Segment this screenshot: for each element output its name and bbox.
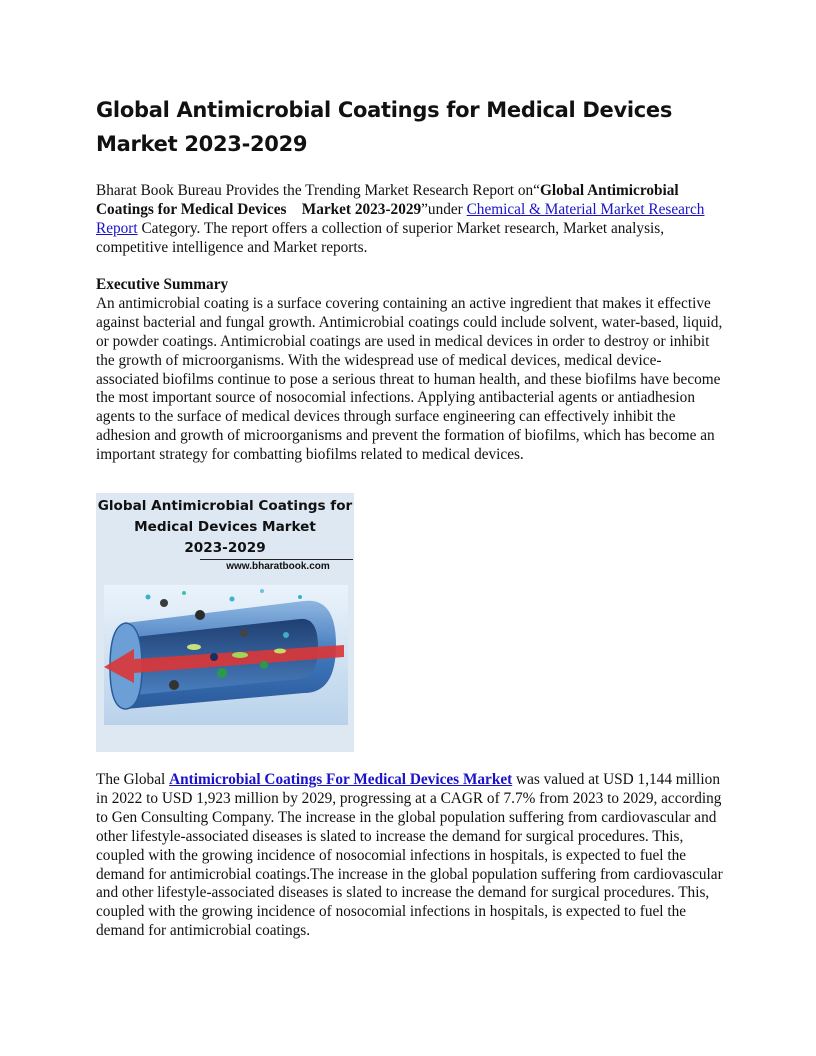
category-link[interactable]: Chemical & Material Market Research Report xyxy=(96,200,705,237)
figure-title-line-3: 2023-2029 xyxy=(184,540,266,556)
report-cover-image xyxy=(96,493,354,752)
figure-title-line-2: Medical Devices Market xyxy=(134,519,316,535)
executive-summary-body: An antimicrobial coating is a surface covering containing an active ingredient that makes it effective against bacterial and fungal growth. Antimicrobial coatings could include solvent, water-based, liquid, or powder coatings. Antimicrobial coatings are used in medical devices in order to destroy or inhibit the growth of microorganisms. With the widespread use of medical devices, medical device-associated biofilms continue to pose a serious threat to human health, and these biofilms have become the most important source of nosocomial infections. Applying antibacterial agents or antiadhesion agents to the surface of medical devices through surface engineering can effectively inhibit the adhesion and growth of microorganisms and prevent the formation of biofilms, which has become an important strategy for combatting biofilms related to medical devices. xyxy=(96,294,723,464)
figure-title xyxy=(96,496,354,559)
market-paragraph xyxy=(96,771,724,941)
intro-paragraph xyxy=(96,182,724,258)
executive-summary-section xyxy=(96,276,724,465)
intro-suffix: Category. The report offers a collection of superior Market research, Market analysis, competitive intelligence and Market reports. xyxy=(96,219,665,256)
market-body: was valued at USD 1,144 million in 2022 to USD 1,923 million by 2029, progressing at a CAGR of 7.7% from 2023 to 2029, according to Gen Consulting Company. The increase in the global population suffering from cardiovascular and other lifestyle-associated diseases is slated to increase the demand for surgical procedures. This, coupled with the growing incidence of nosocomial infections in hospitals, is expected to fuel the demand for antimicrobial coatings.The increase in the global population suffering from cardiovascular and other lifestyle-associated diseases is slated to increase the demand for surgical procedures. This, coupled with the growing incidence of nosocomial infections in hospitals, is expected to fuel the demand for antimicrobial coatings. xyxy=(96,771,723,940)
report-name: Global Antimicrobial Coatings for Medical Devices Market 2023-2029 xyxy=(96,182,679,218)
intro-mid: ”under xyxy=(421,200,467,218)
figure-divider xyxy=(200,559,353,560)
executive-summary-heading: Executive Summary xyxy=(96,276,229,293)
catheter-illustration xyxy=(104,585,348,725)
figure-url: www.bharatbook.com xyxy=(226,561,330,572)
market-prefix: The Global xyxy=(96,771,170,788)
market-link[interactable]: Antimicrobial Coatings For Medical Devices Market xyxy=(169,771,513,788)
intro-prefix: Bharat Book Bureau Provides the Trending Market Research Report on“ xyxy=(96,182,540,199)
figure-title-line-1: Global Antimicrobial Coatings for xyxy=(97,498,353,514)
page-title: Global Antimicrobial Coatings for Medical Devices Market 2023-2029 xyxy=(96,98,673,156)
